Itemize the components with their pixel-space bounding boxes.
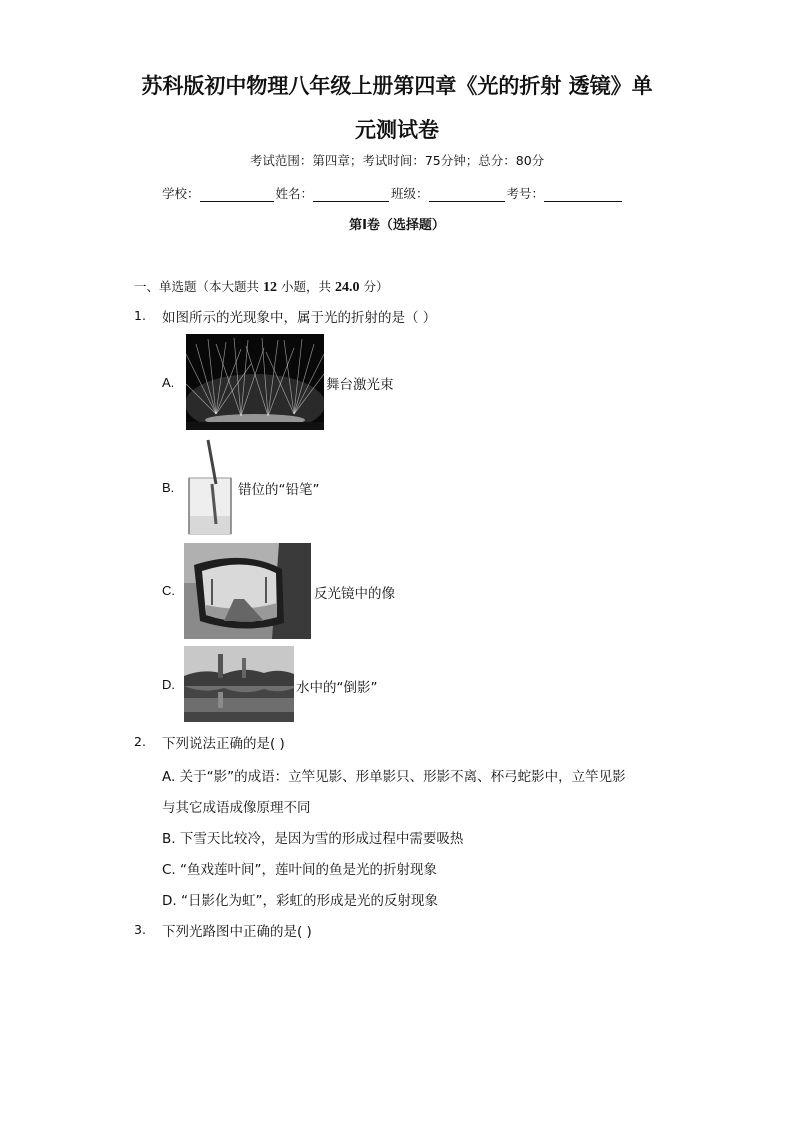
student-fields	[162, 184, 622, 202]
section-middle: 小题，共	[280, 279, 331, 294]
question-2-text: 下列说法正确的是( )	[162, 736, 285, 752]
question-1-number: 1.	[134, 308, 146, 323]
document-title-line2: 元测试卷	[355, 117, 439, 142]
pencil-glass-graphic	[186, 438, 234, 538]
q1-option-d-letter: D.	[162, 677, 175, 692]
name-label: 姓名：	[275, 186, 314, 201]
q1-option-b-letter: B.	[162, 480, 175, 495]
laser-beam-image	[186, 334, 324, 430]
class-label: 班级：	[391, 186, 429, 201]
question-3-number: 3.	[134, 922, 146, 937]
q2-option-b: B. 下雪天比较冷，是因为雪的形成过程中需要吸热	[162, 831, 464, 847]
question-2-number: 2.	[134, 734, 146, 749]
section-count: 12	[263, 280, 277, 295]
q1-option-d-caption: 水中的“倒影”	[296, 680, 378, 696]
class-blank	[429, 187, 505, 202]
exam-info: 考试范围：第四章；考试时间：75分钟；总分：80分	[249, 153, 545, 168]
q1-option-a-letter: A.	[162, 375, 175, 390]
volume-label: 第I卷（选择题）	[349, 218, 445, 233]
section-header	[134, 277, 388, 296]
q2-option-a-line2: 与其它成语成像原理不同	[162, 800, 311, 816]
section-points: 24.0	[334, 280, 360, 295]
exam-number-blank	[544, 187, 622, 202]
question-1-text: 如图所示的光现象中，属于光的折射的是（ ）	[162, 310, 437, 326]
q1-option-b-caption: 错位的“铅笔”	[238, 482, 320, 498]
question-3-text: 下列光路图中正确的是( )	[162, 924, 312, 940]
document-title-line1: 苏科版初中物理八年级上册第四章《光的折射 透镜》单	[141, 73, 653, 98]
q1-option-c-letter: C.	[162, 583, 175, 598]
q2-option-c: C. “鱼戏莲叶间”，莲叶间的鱼是光的折射现象	[162, 862, 437, 878]
pencil-in-glass-image	[186, 438, 234, 538]
name-blank	[313, 187, 389, 202]
q2-option-d: D. “日影化为虹”，彩虹的形成是光的反射现象	[162, 893, 438, 909]
water-reflection-image	[184, 646, 294, 722]
exam-number-label: 考号：	[506, 186, 545, 201]
school-blank	[200, 187, 274, 202]
q2-option-a-line1: A. 关于“影”的成语：立竿见影、形单影只、形影不离、杯弓蛇影中，立竿见影	[162, 769, 626, 785]
school-label: 学校：	[162, 186, 200, 201]
q1-option-c-caption: 反光镜中的像	[314, 586, 395, 602]
section-suffix: 分）	[363, 279, 389, 294]
section-prefix: 一、单选题（本大题共	[134, 279, 260, 294]
side-mirror-image	[184, 543, 311, 639]
laser-beam-graphic	[186, 334, 324, 430]
water-reflection-graphic	[184, 646, 294, 722]
q1-option-a-caption: 舞台激光束	[326, 377, 394, 393]
side-mirror-graphic	[184, 543, 311, 639]
